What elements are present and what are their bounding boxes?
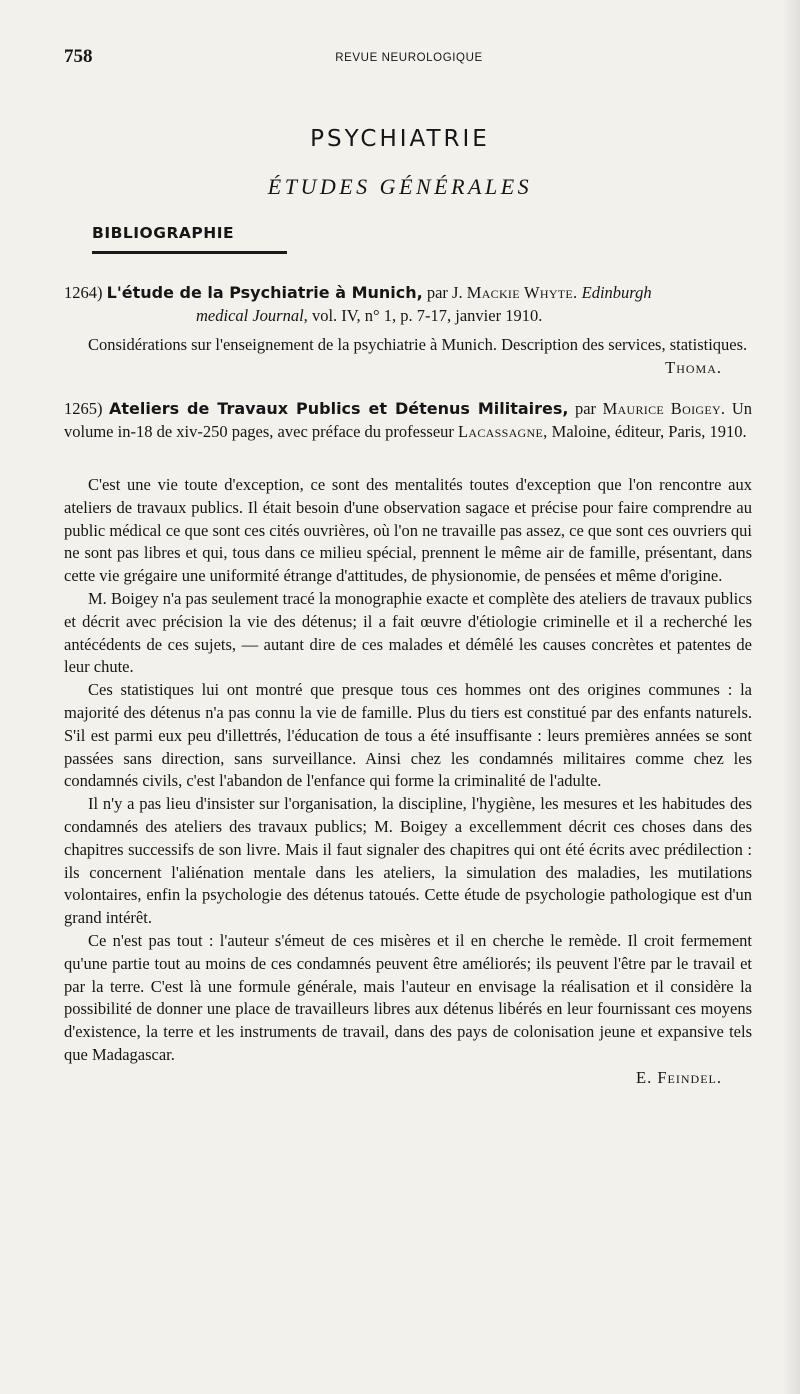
entry-1265-body [64,474,752,1090]
paragraph: Il n'y a pas lieu d'insister sur l'organisation, la discipline, l'hygiène, les mesures et les habitudes des condamnés des ateliers des travaux publics; M. Boigey a excellemment décrit ces choses dans des chapitres successifs de son livre. Mais il faut signaler des chapitres qui ont été écrits avec prédilection : ils concernent l'aliénation mentale dans les ateliers, la simulation des maladies, les mutilations volontaires, enfin la psychologie des détenus tatoués. Cette étude de psychologie pathologique est d'un grand intérêt. [64,794,752,928]
entry-author: Maurice Boigey. [602,399,726,418]
paragraph: C'est une vie toute d'exception, ce sont des mentalités toutes d'exception que l'on rencontre aux ateliers de travaux publics. Il était besoin d'une observation sagace et précise pour faire comprendre au public médical ce que sont ces cités ouvrières, où l'on ne travaille pas assez, ce que sont ces ouvriers qui ne sont pas libres et qui, tous dans ce milieu spécial, prennent le même air de famille, présentant, dans cette vie grégaire une uniformité étrange d'attitudes, de physionomie, de pensées et même d'origine. [64,475,752,586]
signature-line [64,1067,752,1090]
paragraph: Ces statistiques lui ont montré que presque tous ces hommes ont des origines communes : la majorité des détenus n'a pas connu la vie de famille. Plus du tiers est constitué par des enfants naturels. S'il est parmi eux peu d'illettrés, l'éducation de tous a été insuffisante : leurs premières années se sont passées sans direction, sans surveillance. Ainsi chez les condamnés militaires comme chez les condamnés civils, c'est l'abandon de l'enfance qui forme la criminalité de l'adulte. [64,680,752,791]
entry-1265-heading [64,398,752,444]
entry-citation: Un volume in-18 de xiv-250 pages, avec préface du professeur [64,399,753,441]
entry-author: Mackie Whyte. [466,283,578,302]
entry-title: L'étude de la Psychiatrie à Munich, [106,283,423,302]
entry-number: 1265) [64,399,103,418]
entry-author-2: Lacassagne, [458,421,548,441]
entry-by: par [574,399,597,418]
signature: E. Feindel. [636,1067,722,1087]
heading-rule [92,251,287,254]
entry-journal: Edinburgh [581,283,652,302]
signature: Thoma. [665,357,722,377]
paragraph-text: Considérations sur l'enseignement de la psychiatrie à Munich. Description des services, statistiques. [88,335,748,354]
entry-title: Ateliers de Travaux Publics et Détenus Militaires, [109,399,569,418]
entry-1264-body [64,334,752,380]
section-title: PSYCHIATRIE [310,126,490,152]
paragraph: M. Boigey n'a pas seulement tracé la monographie exacte et complète des ateliers de travaux publics et décrit avec précision la vie des détenus; il a fait œuvre d'étiologie criminelle et il a recherché les antécédents de ces sujets, — autant dire de ces malades et démêlé les causes concrètes et patentes de leur chute. [64,588,752,677]
entry-1264-heading [64,282,752,328]
entry-citation-2: Maloine, éditeur, Paris, 1910. [551,421,747,441]
subsection-title: ÉTUDES GÉNÉRALES [267,174,533,199]
entry-by: par J. [426,283,463,302]
paragraph: Ce n'est pas tout : l'auteur s'émeut de ces misères et il en cherche le remède. Il croit fermement qu'une partie tout au moins de ces condamnés peuvent être améliorés; ils peuvent l'être par le travail et par la terre. C'est là une formule générale, mais l'auteur en envisage la réalisation et il considère la possibilité de donner une place de travailleurs libres aux détenus libérés en leur fournissant ces moyens d'existence, la terre et les instruments de travail, dans des pays de colonisation jeune et expansive tels que Madagascar. [64,930,752,1064]
entry-journal-cont: medical Journal, [196,305,308,325]
journal-title: REVUE NEUROLOGIQUE [335,52,483,64]
bibliography-heading: BIBLIOGRAPHIE [92,224,235,242]
entry-citation: vol. IV, n° 1, p. 7-17, janvier 1910. [311,305,543,325]
paragraph [64,334,752,377]
running-header [64,46,754,70]
scan-edge-shadow [782,0,800,1394]
entry-number: 1264) [64,283,103,302]
page-number: 758 [64,46,93,67]
